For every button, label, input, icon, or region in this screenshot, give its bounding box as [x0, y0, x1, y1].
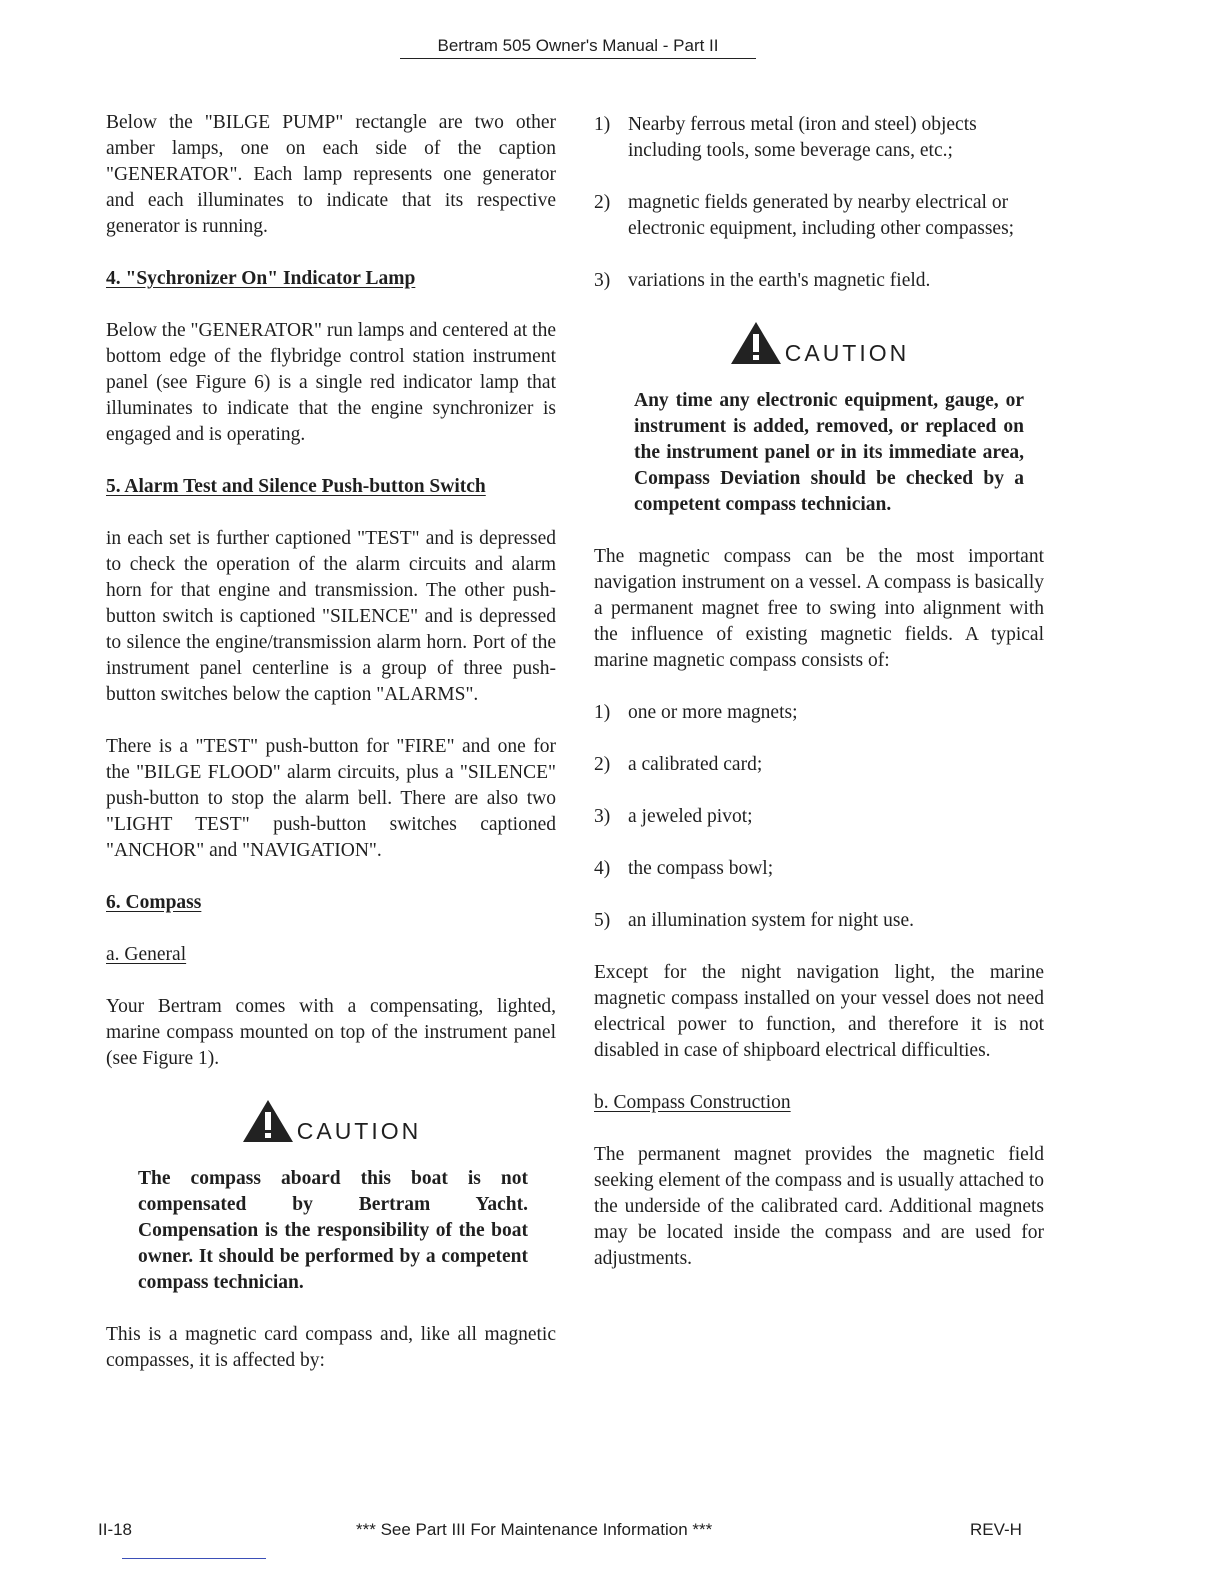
parts-list [594, 700, 1044, 934]
general-paragraph: Your Bertram comes with a compensating, lighted, marine compass mounted on top of the instrument panel (see Figure 1). [106, 996, 556, 1069]
sync-heading: 4. "Sychronizer On" Indicator Lamp [106, 268, 416, 289]
except-paragraph: Except for the night navigation light, the marine magnetic compass installed on your vessel does not need electrical power to function, and therefore it is not disabled in case of shipboard electrical difficulties. [594, 962, 1044, 1061]
caution-text: The compass aboard this boat is not compensated by Bertram Yacht. Compensation is the responsibility of the boat owner. It should be performed by a competent compass technician. [138, 1168, 528, 1293]
right-column [594, 112, 1044, 1298]
alarm-heading: 5. Alarm Test and Silence Push-button Switch [106, 476, 486, 497]
construction-heading: b. Compass Construction [594, 1092, 791, 1113]
caution-header [594, 320, 1044, 366]
list-item: 1) Nearby ferrous metal (iron and steel) objects including tools, some beverage cans, etc.; [594, 114, 977, 161]
warning-triangle-icon [729, 320, 783, 366]
caution-header [106, 1098, 556, 1144]
generator-paragraph: Below the "BILGE PUMP" rectangle are two other amber lamps, one on each side of the caption "GENERATOR". Each lamp represents one generator and each illuminates to indicate that its respective generator is running. [106, 112, 556, 237]
list-item: 5) an illumination system for night use. [594, 910, 914, 931]
bottom-rule [122, 1558, 266, 1559]
sync-paragraph: Below the "GENERATOR" run lamps and centered at the bottom edge of the flybridge control station instrument panel (see Figure 6) is a single red indicator lamp that illuminates to indicate that the engine synchronizer is engaged and is operating. [106, 320, 556, 445]
caution-label: CAUTION [784, 340, 910, 366]
list-item: 3) variations in the earth's magnetic field. [594, 270, 931, 291]
list-item: 2) magnetic fields generated by nearby electrical or electronic equipment, including other compasses; [594, 192, 1015, 239]
alarm-paragraph: in each set is further captioned "TEST" and is depressed to check the operation of the alarm circuits and alarm horn for that engine and transmission. The other push-button switch is captioned "SILENCE" and is depressed to silence the engine/transmission alarm horn. Port of the instrument panel centerline is a group of three push-button switches below the caption "ALARMS". [106, 528, 556, 705]
construction-paragraph: The permanent magnet provides the magnetic field seeking element of the compass and is usually attached to the underside of the calibrated card. Additional magnets may be located inside the compass and are used for adjustments. [594, 1144, 1044, 1269]
list-item: 2) a calibrated card; [594, 754, 763, 775]
page-header: Bertram 505 Owner's Manual - Part II [400, 36, 756, 59]
general-heading: a. General [106, 944, 187, 965]
test-paragraph: There is a "TEST" push-button for "FIRE" and one for the "BILGE FLOOD" alarm circuits, plus a "SILENCE" push-button to stop the alarm bell. There are also two "LIGHT TEST" push-button switches captioned "ANCHOR" and "NAVIGATION". [106, 736, 556, 861]
affected-paragraph: This is a magnetic card compass and, like all magnetic compasses, it is affected by: [106, 1324, 556, 1371]
compass-heading: 6. Compass [106, 892, 202, 913]
revision-label: REV-H [970, 1520, 1022, 1539]
caution-text: Any time any electronic equipment, gauge, or instrument is added, removed, or replaced on the instrument panel or in its immediate area, Compass Deviation should be checked by a competent compass technician. [634, 390, 1024, 515]
magnetic-paragraph: The magnetic compass can be the most important navigation instrument on a vessel. A compass is basically a permanent magnet free to swing into alignment with the influence of existing magnetic fields. A typical marine magnetic compass consists of: [594, 546, 1044, 671]
left-column [106, 110, 556, 1400]
list-item: 4) the compass bowl; [594, 858, 774, 879]
warning-triangle-icon [241, 1098, 295, 1144]
list-item: 1) one or more magnets; [594, 702, 798, 723]
page-number: II-18 [98, 1520, 133, 1539]
footer-note: *** See Part III For Maintenance Information *** [356, 1520, 713, 1539]
list-item: 3) a jeweled pivot; [594, 806, 753, 827]
caution-label: CAUTION [296, 1118, 422, 1144]
affects-list [594, 112, 1044, 294]
